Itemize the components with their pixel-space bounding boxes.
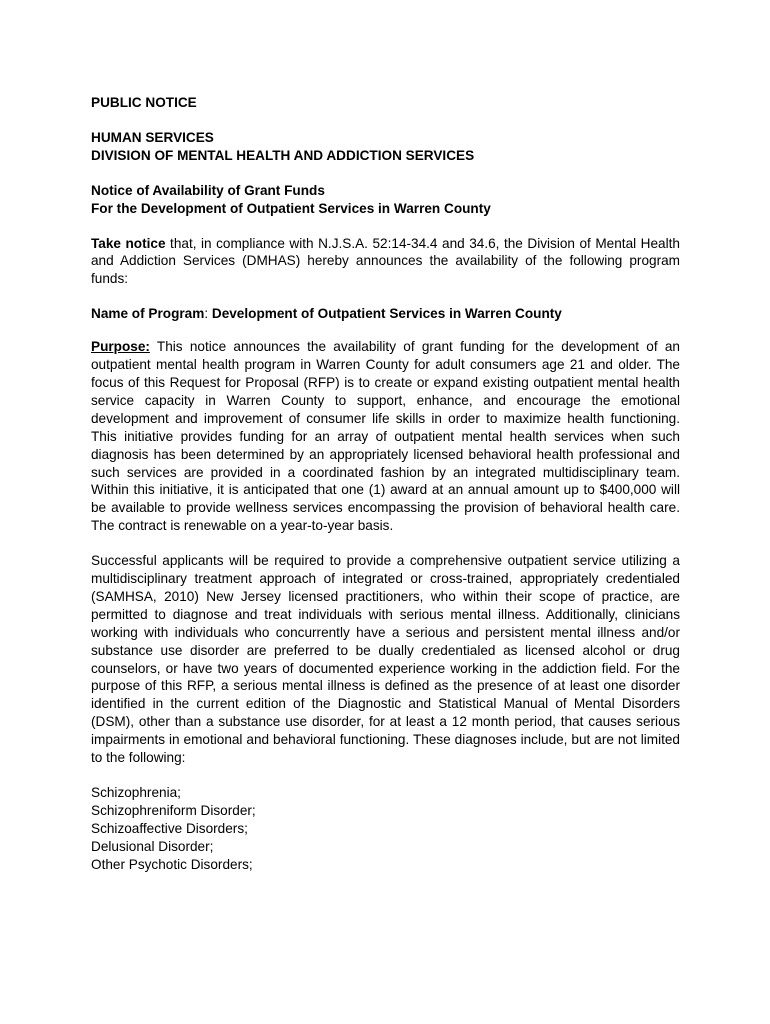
subtitle-line-2: For the Development of Outpatient Services in Warren County	[91, 200, 491, 216]
list-item: Schizophreniform Disorder;	[91, 802, 256, 818]
subtitle-line-1: Notice of Availability of Grant Funds	[91, 182, 325, 198]
subtitle-block	[91, 182, 680, 218]
program-label: Name of Program	[91, 306, 205, 322]
notice-label: PUBLIC NOTICE	[91, 95, 197, 110]
list-item: Other Psychotic Disorders;	[91, 856, 253, 872]
intro-text: that, in compliance with N.J.S.A. 52:14-34.4 and 34.6, the Division of Mental Health and Addiction Services (DMHAS) hereby announces the availability of the following program funds:	[91, 235, 680, 287]
requirements-paragraph: Successful applicants will be required to provide a comprehensive outpatient service utilizing a multidisciplinary treatment approach of integrated or cross-trained, appropriately credentialed (SAMHSA, 2010) New Jersey licensed practitioners, who within their scope of practice, are permitted to diagnose and treat individuals with serious mental illness. Additionally, clinicians working with individuals who concurrently have a serious and persistent mental illness and/or substance use disorder are preferred to be dually credentialed as licensed alcohol or drug counselors, or have two years of documented experience working in the addiction field. For the purpose of this RFP, a serious mental illness is defined as the presence of at least one disorder identified in the current edition of the Diagnostic and Statistical Manual of Mental Disorders (DSM), other than a substance use disorder, for at least a 12 month period, that causes serious impairments in emotional and behavioral functioning. These diagnoses include, but are not limited to the following:	[91, 553, 680, 766]
intro-lead: Take notice	[91, 235, 166, 251]
purpose-paragraph	[91, 338, 680, 535]
program-name: Development of Outpatient Services in Warren County	[211, 306, 562, 322]
division-heading: DIVISION OF MENTAL HEALTH AND ADDICTION SERVICES	[91, 147, 475, 163]
list-item: Delusional Disorder;	[91, 838, 214, 854]
intro-paragraph	[91, 235, 680, 289]
department-heading: HUMAN SERVICES	[91, 129, 214, 145]
purpose-label: Purpose:	[91, 339, 150, 355]
document-page	[91, 94, 680, 874]
program-line	[91, 305, 680, 323]
list-item: Schizoaffective Disorders;	[91, 820, 248, 836]
program-separator: :	[204, 306, 212, 322]
header-block	[91, 129, 680, 165]
purpose-text: This notice announces the availability of grant funding for the development of an outpatient mental health program in Warren County for adult consumers age 21 and older. The focus of this Request for Proposal (RFP) is to create or expand existing outpatient mental health service capacity in Warren County to support, enhance, and encourage the emotional development and improvement of consumer life skills in order to maximize health functioning. This initiative provides funding for an array of outpatient mental health services when such diagnosis has been determined by an appropriately licensed behavioral health professional and such services are provided in a coordinated fashion by an integrated multidisciplinary team. Within this initiative, it is anticipated that one (1) award at an annual amount up to $400,000 will be available to provide wellness services encompassing the provision of behavioral health care. The contract is renewable on a year-to-year basis.	[91, 339, 680, 534]
diagnoses-list	[91, 784, 680, 874]
list-item: Schizophrenia;	[91, 785, 181, 800]
